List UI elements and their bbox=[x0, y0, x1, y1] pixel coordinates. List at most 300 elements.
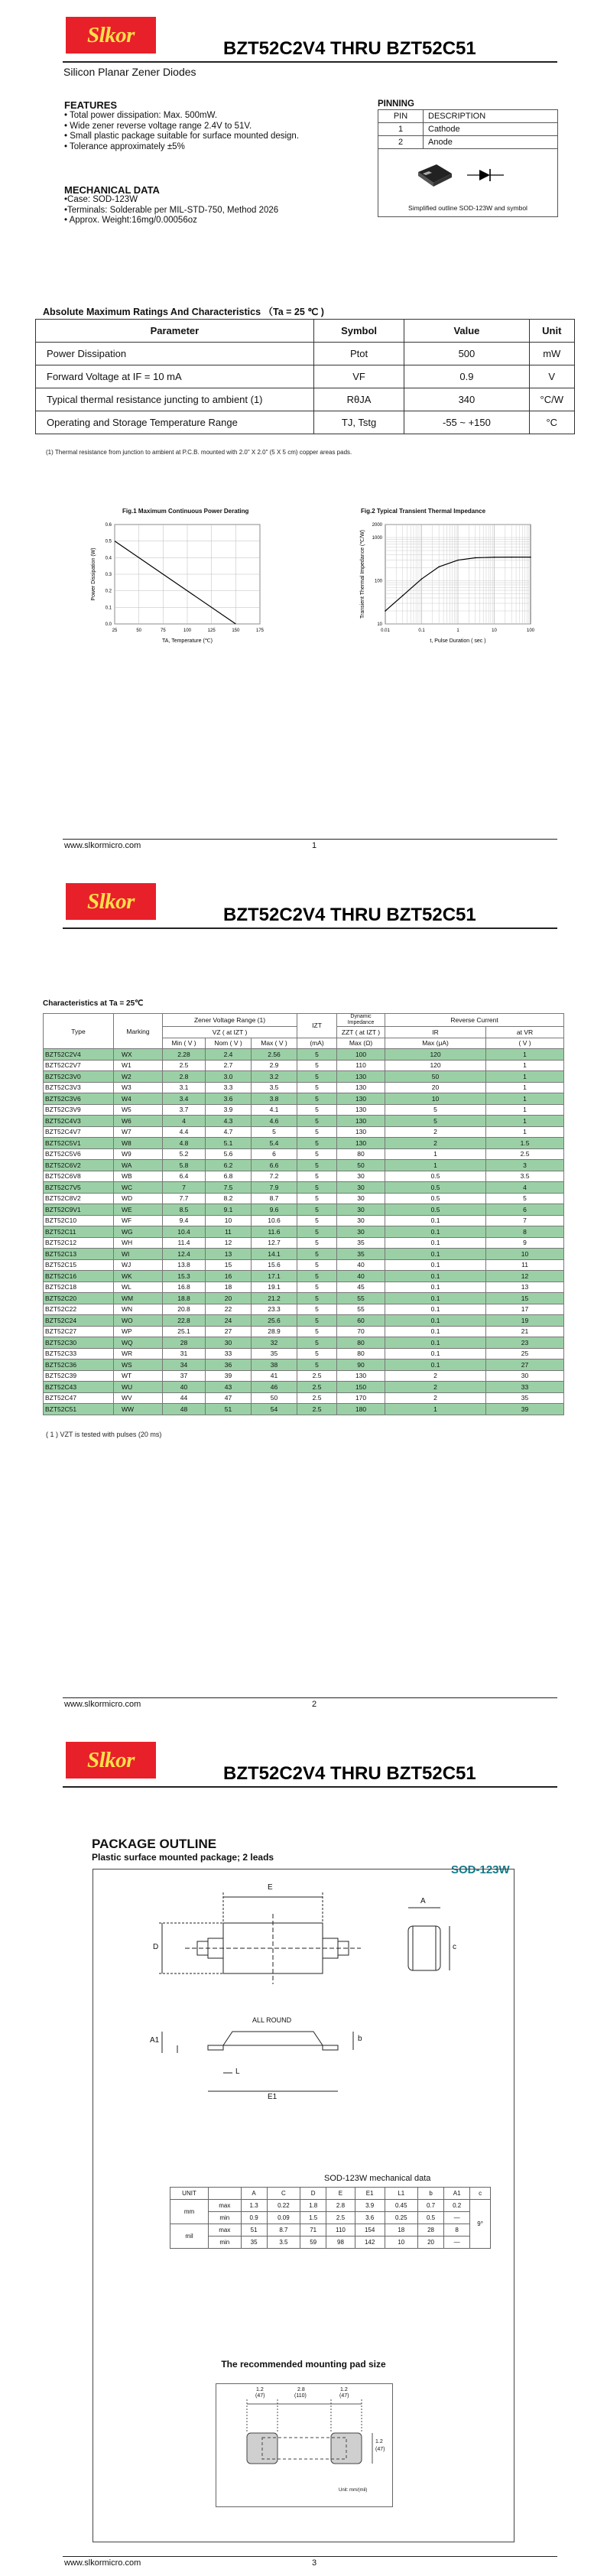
package-outline-drawing bbox=[93, 1869, 514, 2191]
table-row bbox=[44, 1237, 564, 1249]
page-number: 2 bbox=[312, 1700, 317, 1709]
table-row bbox=[44, 1071, 564, 1083]
header-ma: (mA) bbox=[297, 1038, 337, 1049]
footer-rule bbox=[63, 839, 557, 840]
table-row bbox=[44, 1348, 564, 1359]
mech-data-table bbox=[170, 2187, 491, 2249]
cell-ir: 2 bbox=[385, 1392, 486, 1404]
mech-value: 0.2 bbox=[444, 2200, 470, 2212]
doc-subtitle: Silicon Planar Zener Diodes bbox=[63, 66, 196, 78]
page-title: BZT52C2V4 THRU BZT52C51 bbox=[223, 905, 476, 925]
cell-izt: 5 bbox=[297, 1293, 337, 1304]
header-rule bbox=[63, 1786, 557, 1788]
cell-ir: 0.1 bbox=[385, 1304, 486, 1315]
cell-type: BZT52C30 bbox=[44, 1337, 114, 1349]
cell-marking: WI bbox=[114, 1249, 163, 1260]
cell-ir: 0.1 bbox=[385, 1226, 486, 1238]
cell-marking: WA bbox=[114, 1160, 163, 1171]
cell-marking: WX bbox=[114, 1049, 163, 1061]
page-title: BZT52C2V4 THRU BZT52C51 bbox=[223, 38, 476, 59]
cell-vz-nom: 10 bbox=[206, 1215, 252, 1226]
cell-type: BZT52C3V9 bbox=[44, 1104, 114, 1116]
desc-col-header: DESCRIPTION bbox=[424, 110, 558, 123]
abs-symbol: VF bbox=[313, 365, 404, 388]
cell-zzt: 180 bbox=[337, 1404, 385, 1415]
cell-vz-max: 2.9 bbox=[252, 1060, 297, 1071]
characteristics-note: ( 1 ) VZT is tested with pulses (20 ms) bbox=[46, 1431, 162, 1438]
cell-vz-min: 2.28 bbox=[163, 1049, 206, 1061]
mech-kind: max bbox=[209, 2200, 242, 2212]
cell-ir: 1 bbox=[385, 1404, 486, 1415]
fig1-title: Fig.1 Maximum Continuous Power Derating bbox=[122, 508, 249, 515]
cell-ir: 0.5 bbox=[385, 1193, 486, 1204]
table-row bbox=[44, 1204, 564, 1216]
header-ir: IR bbox=[385, 1027, 486, 1038]
cell-marking: WL bbox=[114, 1282, 163, 1293]
cell-vr: 1 bbox=[486, 1082, 564, 1093]
cell-ir: 0.1 bbox=[385, 1237, 486, 1249]
cell-marking: WB bbox=[114, 1171, 163, 1182]
cell-marking: WS bbox=[114, 1359, 163, 1371]
table-row bbox=[44, 1337, 564, 1349]
cell-type: BZT52C2V7 bbox=[44, 1060, 114, 1071]
cell-zzt: 130 bbox=[337, 1082, 385, 1093]
abs-param: Forward Voltage at IF = 10 mA bbox=[36, 365, 314, 388]
cell-vr: 39 bbox=[486, 1404, 564, 1415]
dim-label-l: L bbox=[235, 2068, 240, 2076]
mech-unit: mil bbox=[170, 2224, 209, 2249]
cell-vz-nom: 11 bbox=[206, 1226, 252, 1238]
cell-zzt: 30 bbox=[337, 1215, 385, 1226]
mech-header: E bbox=[326, 2188, 355, 2200]
mech-value: 3.6 bbox=[355, 2212, 385, 2224]
cell-zzt: 30 bbox=[337, 1171, 385, 1182]
abs-max-title: Absolute Maximum Ratings And Characteristics （Ta = 25 ℃ ) bbox=[43, 307, 324, 317]
cell-type: BZT52C18 bbox=[44, 1282, 114, 1293]
cell-izt: 2.5 bbox=[297, 1404, 337, 1415]
cell-vz-max: 6.6 bbox=[252, 1160, 297, 1171]
cell-vz-max: 32 bbox=[252, 1337, 297, 1349]
cell-ir: 5 bbox=[385, 1116, 486, 1127]
abs-symbol: RθJA bbox=[313, 388, 404, 411]
cell-vr: 13 bbox=[486, 1282, 564, 1293]
mech-value: 1.5 bbox=[300, 2212, 326, 2224]
cell-izt: 5 bbox=[297, 1138, 337, 1149]
cell-zzt: 130 bbox=[337, 1126, 385, 1138]
cell-vr: 1 bbox=[486, 1126, 564, 1138]
cell-zzt: 60 bbox=[337, 1315, 385, 1327]
cell-vz-min: 18.8 bbox=[163, 1293, 206, 1304]
table-row bbox=[44, 1359, 564, 1371]
mechanical-item: • Approx. Weight:16mg/0.00056oz bbox=[64, 216, 197, 225]
pad-dim: (47) bbox=[375, 2447, 385, 2452]
cell-type: BZT52C24 bbox=[44, 1315, 114, 1327]
cell-type: BZT52C27 bbox=[44, 1326, 114, 1337]
mech-kind: min bbox=[209, 2212, 242, 2224]
table-row bbox=[44, 1060, 564, 1071]
header-zzt: ZZT ( at IZT ) bbox=[337, 1027, 385, 1038]
cell-vz-nom: 7.5 bbox=[206, 1182, 252, 1194]
cell-izt: 2.5 bbox=[297, 1382, 337, 1393]
table-row bbox=[44, 1138, 564, 1149]
y-axis-label: Transient Thermal Impedance (℃/W) bbox=[360, 529, 365, 619]
cell-izt: 5 bbox=[297, 1049, 337, 1061]
mech-value: 98 bbox=[326, 2237, 355, 2249]
header-max: Max ( V ) bbox=[252, 1038, 297, 1049]
cell-ir: 10 bbox=[385, 1093, 486, 1105]
cell-vz-max: 5.4 bbox=[252, 1138, 297, 1149]
cell-type: BZT52C10 bbox=[44, 1215, 114, 1226]
table-row bbox=[44, 1315, 564, 1327]
mech-value: 2.5 bbox=[326, 2212, 355, 2224]
pad-dim: 1.2 bbox=[256, 2387, 264, 2392]
cell-vz-min: 7 bbox=[163, 1182, 206, 1194]
mech-value: 0.5 bbox=[418, 2212, 444, 2224]
cell-izt: 5 bbox=[297, 1337, 337, 1349]
cell-marking: WE bbox=[114, 1204, 163, 1216]
cell-type: BZT52C15 bbox=[44, 1259, 114, 1271]
x-tick-label: 175 bbox=[255, 629, 265, 633]
abs-symbol: Ptot bbox=[313, 343, 404, 365]
mech-header: E1 bbox=[355, 2188, 385, 2200]
all-round-label: ALL ROUND bbox=[252, 2016, 292, 2024]
cell-izt: 2.5 bbox=[297, 1392, 337, 1404]
cell-izt: 5 bbox=[297, 1160, 337, 1171]
fig2-chart bbox=[346, 517, 567, 662]
mech-value: — bbox=[444, 2212, 470, 2224]
cell-zzt: 80 bbox=[337, 1348, 385, 1359]
y-tick-label: 0.5 bbox=[105, 539, 112, 544]
cell-vz-nom: 18 bbox=[206, 1282, 252, 1293]
header-reverse-current: Reverse Current bbox=[385, 1014, 564, 1027]
cell-vr: 1 bbox=[486, 1104, 564, 1116]
table-row bbox=[44, 1104, 564, 1116]
mech-value: — bbox=[444, 2237, 470, 2249]
cell-vz-min: 11.4 bbox=[163, 1237, 206, 1249]
cell-vz-max: 3.2 bbox=[252, 1071, 297, 1083]
cell-izt: 5 bbox=[297, 1193, 337, 1204]
mechanical-item: •Terminals: Solderable per MIL-STD-750, Method 2026 bbox=[64, 205, 279, 215]
cell-ir: 2 bbox=[385, 1370, 486, 1382]
cell-zzt: 130 bbox=[337, 1104, 385, 1116]
cell-vz-nom: 27 bbox=[206, 1326, 252, 1337]
x-tick-label: 0.01 bbox=[381, 629, 390, 633]
cell-vz-nom: 43 bbox=[206, 1382, 252, 1393]
mech-kind: min bbox=[209, 2237, 242, 2249]
cell-vz-min: 44 bbox=[163, 1392, 206, 1404]
pad-title: The recommended mounting pad size bbox=[221, 2359, 386, 2370]
cell-ir: 0.1 bbox=[385, 1249, 486, 1260]
cell-vz-min: 9.4 bbox=[163, 1215, 206, 1226]
cell-vz-nom: 2.4 bbox=[206, 1049, 252, 1061]
cell-izt: 5 bbox=[297, 1060, 337, 1071]
cell-zzt: 30 bbox=[337, 1204, 385, 1216]
impedance-point bbox=[457, 560, 459, 561]
table-row bbox=[44, 1116, 564, 1127]
cell-vz-nom: 4.3 bbox=[206, 1116, 252, 1127]
mech-header: A1 bbox=[444, 2188, 470, 2200]
cell-vr: 5 bbox=[486, 1193, 564, 1204]
header-vz: VZ ( at IZT ) bbox=[163, 1027, 297, 1038]
mech-row bbox=[170, 2237, 491, 2249]
pinning-heading: PINNING bbox=[378, 99, 414, 109]
cell-ir: 0.1 bbox=[385, 1348, 486, 1359]
cell-marking: WG bbox=[114, 1226, 163, 1238]
mech-row bbox=[170, 2212, 491, 2224]
cell-marking: WV bbox=[114, 1392, 163, 1404]
cell-vz-nom: 15 bbox=[206, 1259, 252, 1271]
cell-vz-min: 6.4 bbox=[163, 1171, 206, 1182]
mech-value: 8.7 bbox=[267, 2224, 300, 2237]
dim-label-b: b bbox=[358, 2035, 362, 2043]
dim-label-e1: E1 bbox=[268, 2093, 278, 2101]
y-tick-label: 100 bbox=[374, 579, 382, 584]
cell-vr: 15 bbox=[486, 1293, 564, 1304]
cell-vz-max: 7.9 bbox=[252, 1182, 297, 1194]
cell-zzt: 45 bbox=[337, 1282, 385, 1293]
cell-zzt: 110 bbox=[337, 1060, 385, 1071]
cell-ir: 120 bbox=[385, 1060, 486, 1071]
x-axis-label: TA, Temperature (℃) bbox=[162, 638, 213, 644]
impedance-point bbox=[475, 557, 476, 559]
cell-izt: 5 bbox=[297, 1304, 337, 1315]
table-row bbox=[44, 1082, 564, 1093]
cell-vz-min: 16.8 bbox=[163, 1282, 206, 1293]
cell-vz-nom: 36 bbox=[206, 1359, 252, 1371]
pinning-box bbox=[378, 99, 558, 217]
logo-text: Slkor bbox=[87, 888, 135, 914]
cell-vz-nom: 9.1 bbox=[206, 1204, 252, 1216]
page-number: 3 bbox=[312, 2558, 317, 2568]
abs-max-footnote: (1) Thermal resistance from junction to ambient at P.C.B. mounted with 2.0" X 2.0" (5 X 5 cm) copper areas pads. bbox=[46, 449, 352, 456]
cell-zzt: 130 bbox=[337, 1116, 385, 1127]
cell-izt: 5 bbox=[297, 1116, 337, 1127]
abs-unit: mW bbox=[529, 343, 574, 365]
header-rule bbox=[63, 927, 557, 929]
cell-vr: 19 bbox=[486, 1315, 564, 1327]
mechanical-list bbox=[64, 195, 278, 226]
mech-kind: max bbox=[209, 2224, 242, 2237]
cell-ir: 5 bbox=[385, 1104, 486, 1116]
mech-value: 1.8 bbox=[300, 2200, 326, 2212]
mech-value: 18 bbox=[385, 2224, 417, 2237]
cell-vr: 9 bbox=[486, 1237, 564, 1249]
cell-ir: 0.1 bbox=[385, 1359, 486, 1371]
cell-vz-min: 31 bbox=[163, 1348, 206, 1359]
mech-value: 2.8 bbox=[326, 2200, 355, 2212]
cell-izt: 5 bbox=[297, 1249, 337, 1260]
features-list bbox=[64, 111, 299, 152]
package-outline-subtitle: Plastic surface mounted package; 2 leads bbox=[92, 1852, 274, 1863]
mech-header bbox=[209, 2188, 242, 2200]
cell-vz-nom: 12 bbox=[206, 1237, 252, 1249]
cell-marking: W5 bbox=[114, 1104, 163, 1116]
cell-ir: 0.5 bbox=[385, 1171, 486, 1182]
cell-vz-nom: 6.8 bbox=[206, 1171, 252, 1182]
impedance-point bbox=[421, 578, 423, 580]
cell-izt: 5 bbox=[297, 1182, 337, 1194]
cell-izt: 5 bbox=[297, 1215, 337, 1226]
mech-value: 154 bbox=[355, 2224, 385, 2237]
abs-header-value: Value bbox=[404, 320, 529, 343]
cell-vz-max: 46 bbox=[252, 1382, 297, 1393]
mech-header: c bbox=[470, 2188, 491, 2200]
dim-label-c: c bbox=[453, 1943, 456, 1951]
cell-izt: 5 bbox=[297, 1148, 337, 1160]
dim-label-d: D bbox=[153, 1943, 159, 1951]
pin-description: Cathode bbox=[424, 123, 558, 136]
cell-izt: 5 bbox=[297, 1359, 337, 1371]
pad-dim: 2.8 bbox=[297, 2387, 305, 2392]
pad-frame bbox=[216, 2383, 393, 2507]
cell-vz-max: 17.1 bbox=[252, 1271, 297, 1282]
footer-website[interactable]: www.slkormicro.com bbox=[64, 2558, 141, 2568]
cell-vz-nom: 51 bbox=[206, 1404, 252, 1415]
header-ohm: Max (Ω) bbox=[337, 1038, 385, 1049]
cell-vz-nom: 39 bbox=[206, 1370, 252, 1382]
cell-vr: 1 bbox=[486, 1049, 564, 1061]
cell-vz-min: 5.2 bbox=[163, 1148, 206, 1160]
cell-zzt: 130 bbox=[337, 1138, 385, 1149]
y-tick-label: 1000 bbox=[372, 536, 382, 541]
cell-vz-min: 48 bbox=[163, 1404, 206, 1415]
cell-vz-min: 2.5 bbox=[163, 1060, 206, 1071]
cell-zzt: 35 bbox=[337, 1237, 385, 1249]
cell-type: BZT52C16 bbox=[44, 1271, 114, 1282]
abs-max-table bbox=[35, 319, 575, 434]
cell-ir: 1 bbox=[385, 1148, 486, 1160]
cell-vz-min: 4.4 bbox=[163, 1126, 206, 1138]
cell-zzt: 55 bbox=[337, 1304, 385, 1315]
characteristics-table bbox=[43, 1013, 564, 1415]
cell-vz-nom: 30 bbox=[206, 1337, 252, 1349]
brand-logo bbox=[66, 17, 156, 54]
cell-marking: WR bbox=[114, 1348, 163, 1359]
cell-vz-min: 22.8 bbox=[163, 1315, 206, 1327]
y-tick-label: 0.2 bbox=[105, 589, 112, 594]
cell-zzt: 80 bbox=[337, 1337, 385, 1349]
cell-vz-nom: 5.1 bbox=[206, 1138, 252, 1149]
cell-vz-nom: 3.0 bbox=[206, 1071, 252, 1083]
outline-box bbox=[378, 149, 558, 217]
cell-type: BZT52C11 bbox=[44, 1226, 114, 1238]
header-zener-range: Zener Voltage Range (1) bbox=[163, 1014, 297, 1027]
cell-vz-nom: 5.6 bbox=[206, 1148, 252, 1160]
mech-value: 10 bbox=[385, 2237, 417, 2249]
cell-vr: 2.5 bbox=[486, 1148, 564, 1160]
mech-value: 0.25 bbox=[385, 2212, 417, 2224]
table-row bbox=[44, 1182, 564, 1194]
header-v: ( V ) bbox=[486, 1038, 564, 1049]
cell-marking: WO bbox=[114, 1315, 163, 1327]
cell-marking: W3 bbox=[114, 1082, 163, 1093]
cell-marking: WU bbox=[114, 1382, 163, 1393]
mech-data-title: SOD-123W mechanical data bbox=[324, 2174, 431, 2183]
cell-type: BZT52C8V2 bbox=[44, 1193, 114, 1204]
cell-type: BZT52C39 bbox=[44, 1370, 114, 1382]
fig2-title: Fig.2 Typical Transient Thermal Impedance bbox=[361, 508, 486, 515]
pin-number: 2 bbox=[378, 136, 424, 149]
cell-vr: 1 bbox=[486, 1116, 564, 1127]
cell-marking: WN bbox=[114, 1304, 163, 1315]
footer-website[interactable]: www.slkormicro.com bbox=[64, 841, 141, 850]
impedance-point bbox=[402, 595, 404, 596]
cell-vz-max: 28.9 bbox=[252, 1326, 297, 1337]
cell-ir: 0.1 bbox=[385, 1293, 486, 1304]
cell-vz-nom: 3.6 bbox=[206, 1093, 252, 1105]
cell-vz-max: 4.6 bbox=[252, 1116, 297, 1127]
cell-vz-min: 13.8 bbox=[163, 1259, 206, 1271]
cell-marking: W9 bbox=[114, 1148, 163, 1160]
cell-marking: WJ bbox=[114, 1259, 163, 1271]
cell-izt: 5 bbox=[297, 1071, 337, 1083]
abs-value: 500 bbox=[404, 343, 529, 365]
cell-ir: 0.1 bbox=[385, 1215, 486, 1226]
cell-type: BZT52C20 bbox=[44, 1293, 114, 1304]
cell-vr: 7 bbox=[486, 1215, 564, 1226]
cell-vz-max: 25.6 bbox=[252, 1315, 297, 1327]
mech-value: 71 bbox=[300, 2224, 326, 2237]
pad-dim: (47) bbox=[255, 2393, 265, 2399]
mechanical-heading: MECHANICAL DATA bbox=[64, 184, 160, 196]
pad-unit: Unit: mm/(mil) bbox=[339, 2488, 368, 2493]
y-tick-label: 0.3 bbox=[105, 573, 112, 577]
footer-website[interactable]: www.slkormicro.com bbox=[64, 1700, 141, 1709]
cell-vr: 23 bbox=[486, 1337, 564, 1349]
cell-vz-min: 34 bbox=[163, 1359, 206, 1371]
header-izt: IZT bbox=[297, 1014, 337, 1038]
abs-header-symbol: Symbol bbox=[313, 320, 404, 343]
table-row bbox=[44, 1293, 564, 1304]
impedance-point bbox=[511, 557, 512, 558]
cell-vz-min: 8.5 bbox=[163, 1204, 206, 1216]
cell-marking: W4 bbox=[114, 1093, 163, 1105]
mech-value: 20 bbox=[418, 2237, 444, 2249]
cell-zzt: 130 bbox=[337, 1071, 385, 1083]
y-tick-label: 10 bbox=[377, 622, 382, 627]
x-tick-label: 100 bbox=[183, 629, 192, 633]
cell-type: BZT52C3V3 bbox=[44, 1082, 114, 1093]
cell-marking: WT bbox=[114, 1370, 163, 1382]
cell-type: BZT52C4V7 bbox=[44, 1126, 114, 1138]
cell-marking: WQ bbox=[114, 1337, 163, 1349]
cell-izt: 5 bbox=[297, 1226, 337, 1238]
cell-type: BZT52C5V1 bbox=[44, 1138, 114, 1149]
cell-izt: 5 bbox=[297, 1104, 337, 1116]
cell-vz-min: 4.8 bbox=[163, 1138, 206, 1149]
cell-izt: 5 bbox=[297, 1126, 337, 1138]
cell-vr: 8 bbox=[486, 1226, 564, 1238]
cell-zzt: 30 bbox=[337, 1193, 385, 1204]
dim-label-a1: A1 bbox=[150, 2036, 160, 2045]
mech-value: 142 bbox=[355, 2237, 385, 2249]
abs-param: Power Dissipation bbox=[36, 343, 314, 365]
y-tick-label: 0.4 bbox=[105, 556, 112, 561]
cell-izt: 5 bbox=[297, 1326, 337, 1337]
cell-type: BZT52C12 bbox=[44, 1237, 114, 1249]
table-row bbox=[44, 1215, 564, 1226]
characteristics-body bbox=[44, 1049, 564, 1415]
cell-vr: 6 bbox=[486, 1204, 564, 1216]
brand-logo bbox=[66, 883, 156, 920]
page-title: BZT52C2V4 THRU BZT52C51 bbox=[223, 1763, 476, 1784]
cell-zzt: 170 bbox=[337, 1392, 385, 1404]
x-tick-label: 75 bbox=[160, 629, 166, 633]
cell-vz-max: 35 bbox=[252, 1348, 297, 1359]
cell-marking: WH bbox=[114, 1237, 163, 1249]
feature-item: • Small plastic package suitable for surface mounted design. bbox=[64, 132, 300, 141]
dim-label-e: E bbox=[268, 1883, 273, 1892]
